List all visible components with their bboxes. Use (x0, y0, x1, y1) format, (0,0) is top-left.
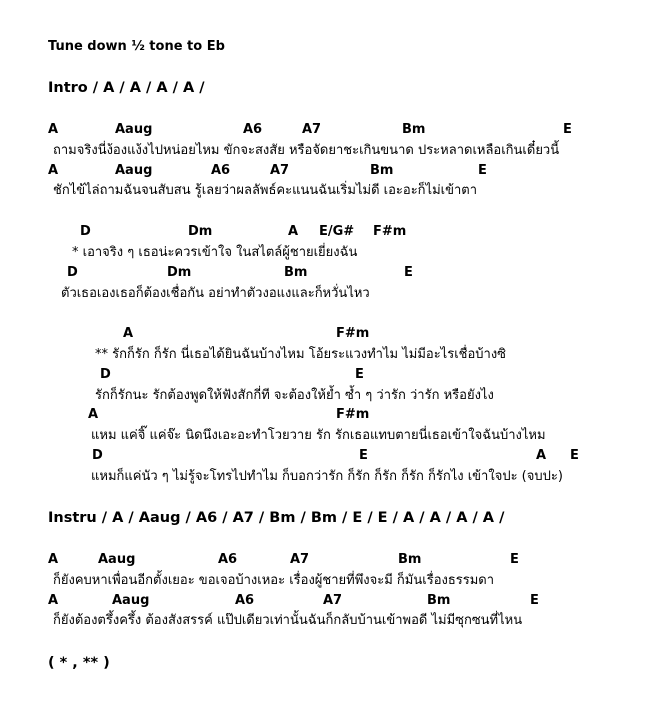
chord: E (359, 448, 368, 463)
lyric-line: ชักไข้ไล่ถามฉันจนสับสน รู้เลยว่าผลลัพธ์คะแนนฉันเริ่มไม่ดี เอะอะก็ไม่เข้าตา (53, 183, 478, 198)
chord: A7 (323, 593, 343, 608)
chord: F#m (336, 407, 370, 422)
chord: Aaug (115, 163, 153, 178)
chord: D (67, 265, 78, 280)
intro-line: Intro / A / A / A / A / (48, 80, 205, 96)
chord: E (404, 265, 413, 280)
chord: A6 (243, 122, 263, 137)
chord: A (48, 593, 59, 608)
chord: E (355, 367, 364, 382)
chord: E (530, 593, 539, 608)
chord: A7 (302, 122, 322, 137)
chord: A (123, 326, 134, 341)
chord: E (570, 448, 579, 463)
chord: Bm (370, 163, 394, 178)
chord: A (536, 448, 547, 463)
chord: A6 (218, 552, 238, 567)
chord: Bm (402, 122, 426, 137)
lyric-line: * เอาจริง ๆ เธอน่ะควรเข้าใจ ในสไตล์ผู้ชายเยี่ยงฉัน (72, 245, 358, 260)
chord: E (563, 122, 572, 137)
tuning-note: Tune down ½ tone to Eb (48, 39, 225, 54)
chord: Aaug (98, 552, 136, 567)
chord: A (48, 122, 59, 137)
chord: A6 (211, 163, 231, 178)
instru-line: Instru / A / Aaug / A6 / A7 / Bm / Bm / E / E / A / A / A / A / (48, 510, 505, 526)
chord: Bm (398, 552, 422, 567)
chord: D (100, 367, 111, 382)
chord: F#m (336, 326, 370, 341)
chord: Aaug (112, 593, 150, 608)
chord: E/G# (319, 224, 355, 239)
chord: E (510, 552, 519, 567)
lyric-line: ก็ยังคบหาเพื่อนอีกตั้งเยอะ ขอเจอบ้างเหอะ เรื่องผู้ชายที่พึงจะมี ก็มันเรื่องธรรมดา (53, 573, 495, 588)
chord: A (288, 224, 299, 239)
chord: Bm (284, 265, 308, 280)
chord: D (80, 224, 91, 239)
chord: A7 (290, 552, 310, 567)
chord: Aaug (115, 122, 153, 137)
chord: A (88, 407, 99, 422)
lyric-line: ถามจริงนี่ง้องแง้งไปหน่อยไหม ขักจะสงสัย หรือจัดยาชะเกินขนาด ประหลาดเหลือเกินเดี๋ยวนี้ (53, 143, 560, 158)
lyric-line: แหม แค่จิ๊ แค่จ๊ะ นิดนึงเอะอะทำโวยวาย รัก รักเธอแทบตายนี่เธอเข้าใจฉันบ้างไหม (91, 428, 546, 443)
chord: A (48, 552, 59, 567)
chord: A (48, 163, 59, 178)
chord: E (478, 163, 487, 178)
chord: A7 (270, 163, 290, 178)
lyric-line: ** รักก็รัก ก็รัก นี่เธอได้ยินฉันบ้างไหม โอ้ยระแวงทำไม ไม่มีอะไรเชื่อบ้างซิ (95, 347, 506, 362)
chord: Dm (188, 224, 213, 239)
chord: D (92, 448, 103, 463)
chord: Bm (427, 593, 451, 608)
chord: F#m (373, 224, 407, 239)
chord: Dm (167, 265, 192, 280)
lyric-line: รักก็รักนะ รักต้องพูดให้ฟังสักกี่ที จะต้องให้ย้ำ ซ้ำ ๆ ว่ารัก ว่ารัก หรือยังไง (95, 388, 494, 403)
chord: A6 (235, 593, 255, 608)
lyric-line: ตัวเธอเองเธอก็ต้องเชื่อกัน อย่าทำตัวงอแงและก็หวั่นไหว (61, 286, 370, 301)
lyric-line: แหมก็แค่นัว ๆ ไม่รู้จะโทรไปทำไม ก็บอกว่ารัก ก็รัก ก็รัก ก็รัก ก็รักไง เข้าใจปะ (จบปะ) (91, 469, 563, 484)
repeat-note: ( * , ** ) (48, 655, 110, 671)
lyric-line: ก็ยังต้องตรึ้งครึ้ง ต้องสังสรรค์ แป๊ปเดียวเท่านั้นฉันก็กลับบ้านเข้าพอดี ไม่มีซุกซนที่ไหน (53, 613, 523, 628)
